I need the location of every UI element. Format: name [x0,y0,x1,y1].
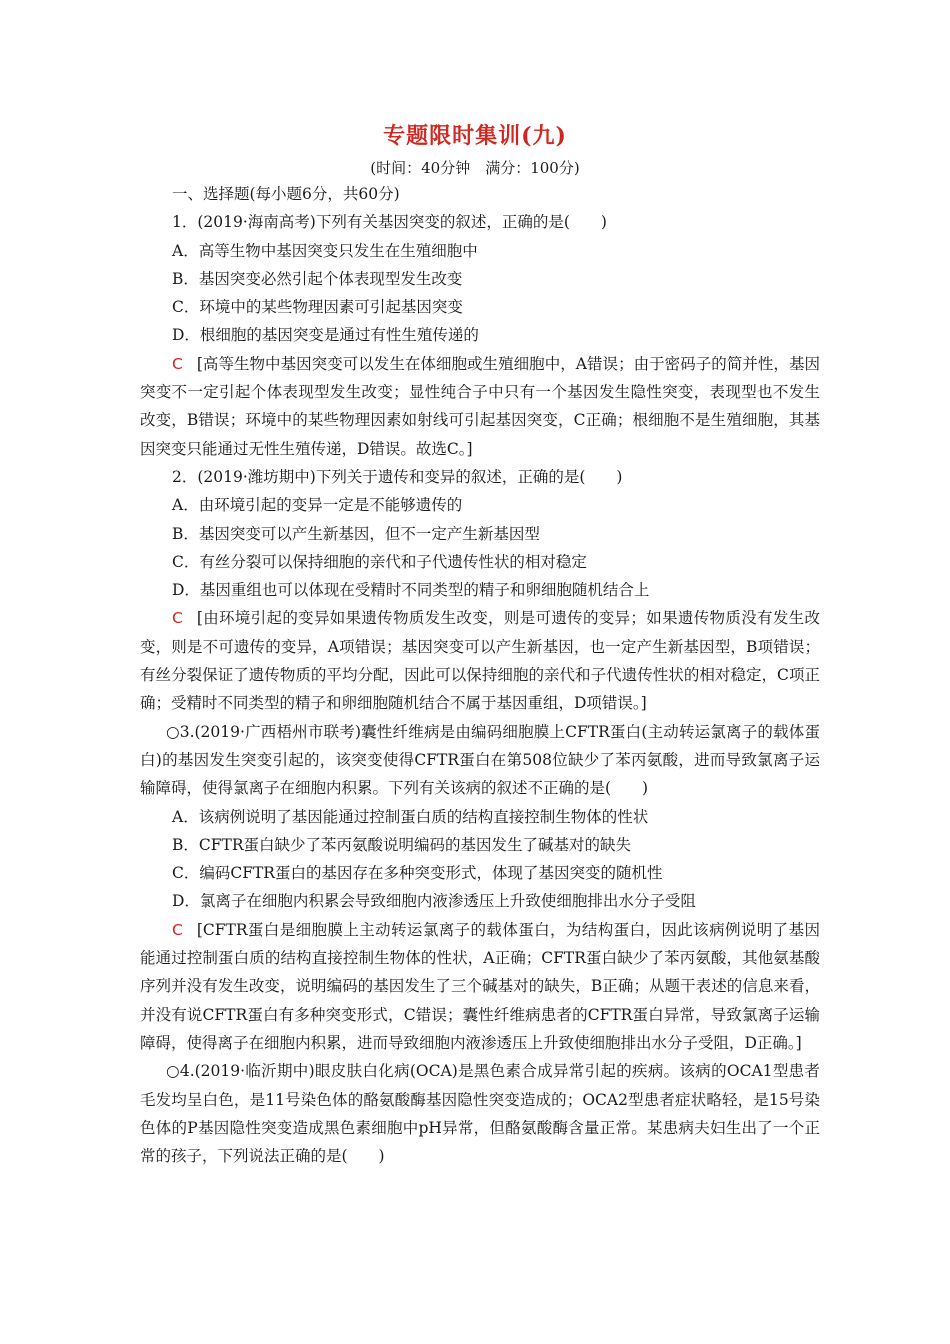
question-2-option-b: B．基因突变可以产生新基因，但不一定产生新基因型 [172,524,540,543]
question-3-option-b: B．CFTR蛋白缺少了苯丙氨酸说明编码的基因发生了碱基对的缺失 [172,835,632,854]
question-2-option-a: A．由环境引起的变异一定是不能够遗传的 [172,496,463,515]
question-3-option-a: A．该病例说明了基因能通过控制蛋白质的结构直接控制生物体的性状 [172,807,649,826]
question-1-answer [140,350,820,463]
question-3-option-c: C．编码CFTR蛋白的基因存在多种突变形式，体现了基因突变的随机性 [172,864,663,883]
question-3-stem: ○3.(2019·广西梧州市联考)囊性纤维病是由编码细胞膜上CFTR蛋白(主动转运氯离子的载体蛋白)的基因发生突变引起的，该突变使得CFTR蛋白在第508位缺少了苯丙氨酸，进而导致氯离子运输障碍，使得氯离子在细胞内积累。下列有关该病的叙述不正确的是( ) [140,722,820,798]
answer-explanation: [高等生物中基因突变可以发生在体细胞或生殖细胞中，A错误；由于密码子的简并性，基因突变不一定引起个体表现型发生改变；显性纯合子中只有一个基因发生隐性突变，表现型也不发生改变，B错误；环境中的某些物理因素如射线可引起基因突变，C正确；根细胞不是生殖细胞，其基因突变只能通过无性生殖传递，D错误。故选C。] [140,354,820,458]
question-1-option-d: D．根细胞的基因突变是通过有性生殖传递的 [172,326,479,345]
question-1-option-a: A．高等生物中基因突变只发生在生殖细胞中 [172,241,478,260]
page-title: 专题限时集训(九) [383,123,567,149]
answer-letter: C [172,920,183,939]
answer-explanation: [由环境引起的变异如果遗传物质发生改变，则是可遗传的变异；如果遗传物质没有发生改变，则是不可遗传的变异，A项错误；基因突变可以产生新基因，也一定产生新基因型，B项错误；有丝分裂保证了遗传物质的平均分配，因此可以保持细胞的亲代和子代遗传性状的相对稳定，C项正确；受精时不同类型的精子和卵细胞随机结合不属于基因重组，D项错误。] [140,609,820,713]
question-3-answer [140,916,820,1057]
document-body [140,180,820,1170]
page-subtitle: (时间：40分钟 满分：100分) [370,159,580,177]
question-3-option-d: D．氯离子在细胞内积累会导致细胞内液渗透压上升致使细胞排出水分子受阻 [172,892,696,911]
question-2-option-d: D．基因重组也可以体现在受精时不同类型的精子和卵细胞随机结合上 [172,581,650,600]
question-1-option-c: C．环境中的某些物理因素可引起基因突变 [172,298,463,317]
section-heading: 一、选择题(每小题6分，共60分) [172,185,400,203]
question-1-option-b: B．基因突变必然引起个体表现型发生改变 [172,269,463,288]
answer-explanation: [CFTR蛋白是细胞膜上主动转运氯离子的载体蛋白，为结构蛋白，因此该病例说明了基因能通过控制蛋白质的结构直接控制生物体的性状，A正确；CFTR蛋白缺少了苯丙氨酸，其他氨基酸序列并没有发生改变，说明编码的基因发生了三个碱基对的缺失，B正确；从题干表述的信息来看，并没有说CFTR蛋白有多种突变形式，C错误；囊性纤维病患者的CFTR蛋白异常，导致氯离子运输障碍，使得离子在细胞内积累，进而导致细胞内液渗透压上升致使细胞排出水分子受阻，D正确。] [140,920,820,1052]
answer-letter: C [172,354,183,373]
answer-letter: C [172,609,183,628]
question-2-stem: 2．(2019·潍坊期中)下列关于遗传和变异的叙述，正确的是( ) [172,467,623,486]
question-2-option-c: C．有丝分裂可以保持细胞的亲代和子代遗传性状的相对稳定 [172,552,587,571]
question-2-answer [140,604,820,717]
question-4-stem: ○4.(2019·临沂期中)眼皮肤白化病(OCA)是黑色素合成异常引起的疾病。该病的OCA1型患者毛发均呈白色，是11号染色体的酪氨酸酶基因隐性突变造成的；OCA2型患者症状略轻，是15号染色体的P基因隐性突变造成黑色素细胞中pH异常，但酪氨酸酶含量正常。某患病夫妇生出了一个正常的孩子，下列说法正确的是( ) [140,1062,820,1166]
question-1-stem: 1．(2019·海南高考)下列有关基因突变的叙述，正确的是( ) [172,213,607,232]
